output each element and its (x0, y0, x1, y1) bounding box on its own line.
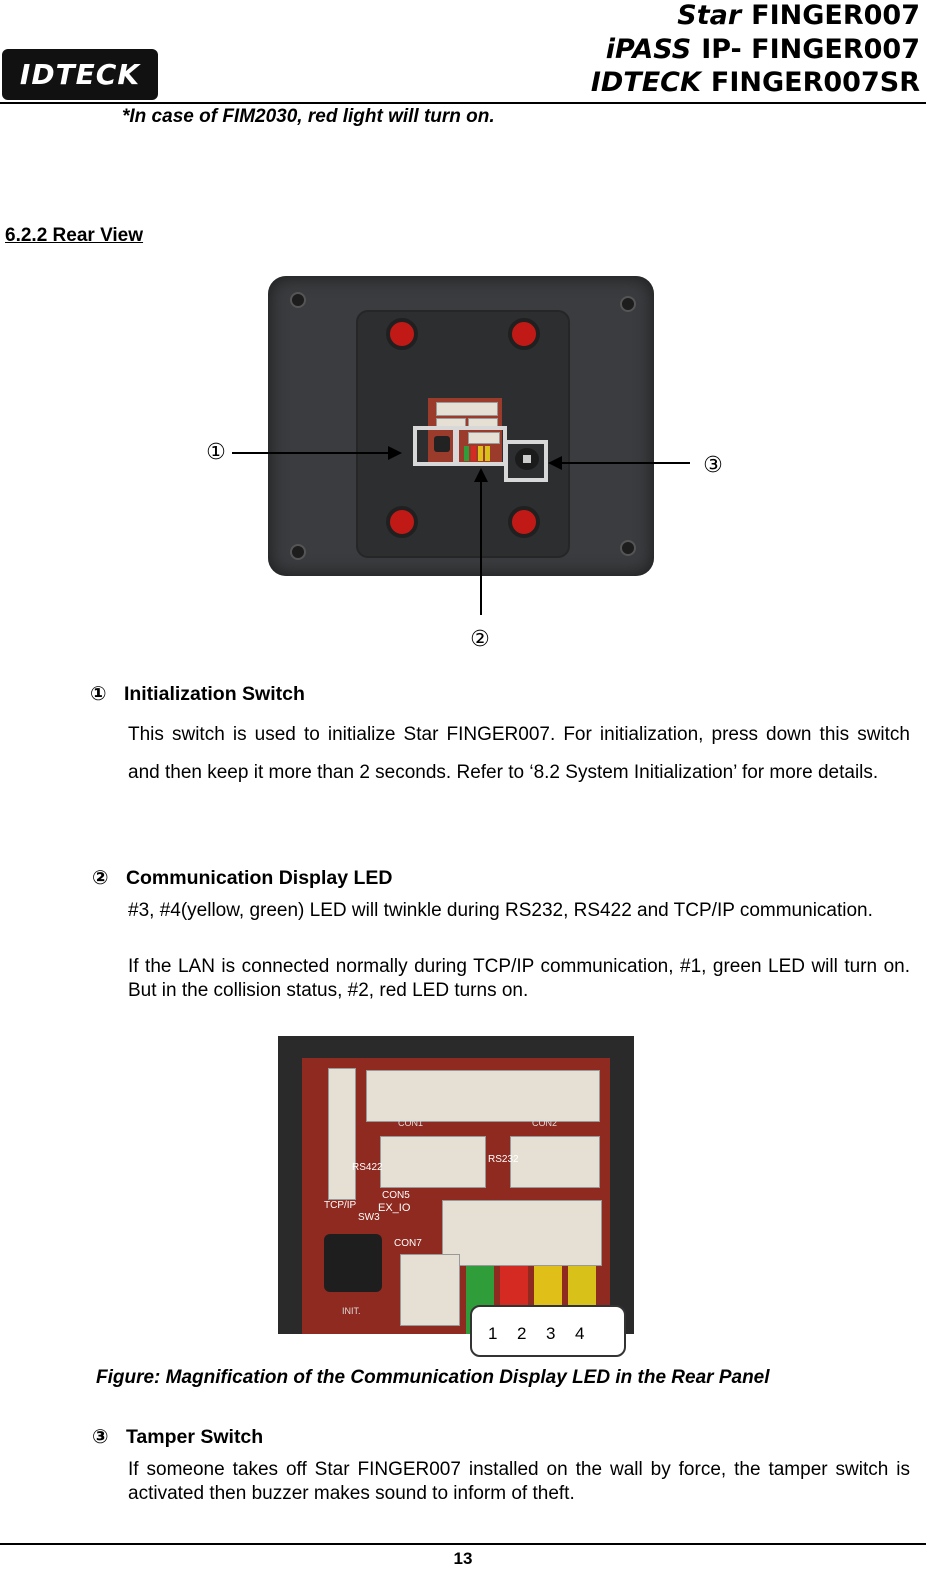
callout-2-line (480, 480, 482, 615)
item-3-title: Tamper Switch (125, 1426, 264, 1448)
led-number-2: 2 (517, 1324, 527, 1343)
item-1-text: This switch is used to initialize Star FINGER007. For initialization, press down this switch and then keep it more than 2 seconds. Refer to ‘8.2 System Initialization’ for more details. (128, 724, 910, 783)
label-rs232: RS232 (488, 1154, 519, 1165)
callout-3-line (560, 462, 690, 464)
item-2-heading (92, 866, 392, 890)
product-line-ipass (606, 36, 920, 64)
label-ex-io: EX_IO (378, 1202, 411, 1214)
screw (290, 544, 306, 560)
product-line-idteck (591, 69, 920, 97)
item-1-title: Initialization Switch (123, 683, 305, 705)
item-2-text-2: If the LAN is connected normally during TCP/IP communication, #1, green LED will turn on. But in the collision status, #2, red LED turns on. (128, 956, 910, 1001)
arrow-head (474, 468, 488, 482)
logo-text: IDTECK (19, 58, 141, 91)
callout-2: ② (470, 627, 490, 652)
model-ipass: IP- FINGER007 (701, 34, 920, 65)
footer-rule (0, 1543, 926, 1545)
section-title: 6.2.2 Rear View (5, 225, 144, 246)
item-3-text: If someone takes off Star FINGER007 installed on the wall by force, the tamper switch is activated then buzzer makes sound to inform of theft. (128, 1459, 910, 1504)
fim2030-note: *In case of FIM2030, red light will turn on. (122, 106, 495, 127)
label-con2: CON2 (532, 1118, 558, 1128)
label-con1: CON1 (398, 1118, 424, 1128)
highlight-led (455, 426, 507, 466)
led-number-1: 1 (488, 1324, 498, 1343)
screw (290, 292, 306, 308)
figure-caption: Figure: Magnification of the Communication Display LED in the Rear Panel (96, 1367, 770, 1388)
arrow-head (548, 456, 562, 470)
item-2-title: Communication Display LED (125, 867, 393, 889)
item-3-heading (92, 1425, 263, 1449)
callout-3: ③ (703, 453, 723, 478)
brand-star: Star (677, 0, 742, 31)
callout-1-line (232, 452, 392, 454)
screw (620, 296, 636, 312)
model-idteck: FINGER007SR (710, 67, 920, 98)
label-rs422: RS422 (352, 1162, 383, 1173)
led-number-3: 3 (546, 1324, 556, 1343)
magnified-led-photo (278, 1036, 634, 1334)
highlight-tamper (504, 440, 548, 482)
label-con5: CON5 (382, 1190, 410, 1201)
highlight-init-switch (413, 426, 457, 466)
mount-hole (508, 506, 540, 538)
idteck-logo (2, 49, 158, 100)
brand-idteck: IDTECK (590, 67, 701, 98)
item-1-marker: ① (90, 683, 107, 705)
screw (620, 540, 636, 556)
item-2-marker: ② (92, 867, 109, 889)
mount-hole (508, 318, 540, 350)
item-1-heading (90, 682, 305, 706)
product-line-star (677, 2, 920, 30)
label-tcpip: TCP/IP (324, 1200, 357, 1211)
label-init: INIT. (342, 1306, 361, 1316)
page-number: 13 (453, 1549, 473, 1568)
led-number-label (470, 1305, 626, 1357)
led-number-4: 4 (575, 1324, 585, 1343)
model-star: FINGER007 (751, 0, 920, 31)
arrow-head (388, 446, 402, 460)
label-sw3: SW3 (358, 1212, 380, 1223)
init-switch (324, 1234, 382, 1292)
brand-ipass: iPASS (605, 34, 692, 65)
header-rule (0, 102, 926, 104)
label-con7: CON7 (394, 1238, 422, 1249)
pcb-board (302, 1058, 610, 1334)
item-3-marker: ③ (92, 1426, 109, 1448)
mount-hole (386, 318, 418, 350)
mount-hole (386, 506, 418, 538)
rear-view-photo (268, 276, 654, 576)
item-2-text-1: #3, #4(yellow, green) LED will twinkle during RS232, RS422 and TCP/IP communication. (128, 900, 873, 921)
callout-1: ① (206, 440, 226, 465)
